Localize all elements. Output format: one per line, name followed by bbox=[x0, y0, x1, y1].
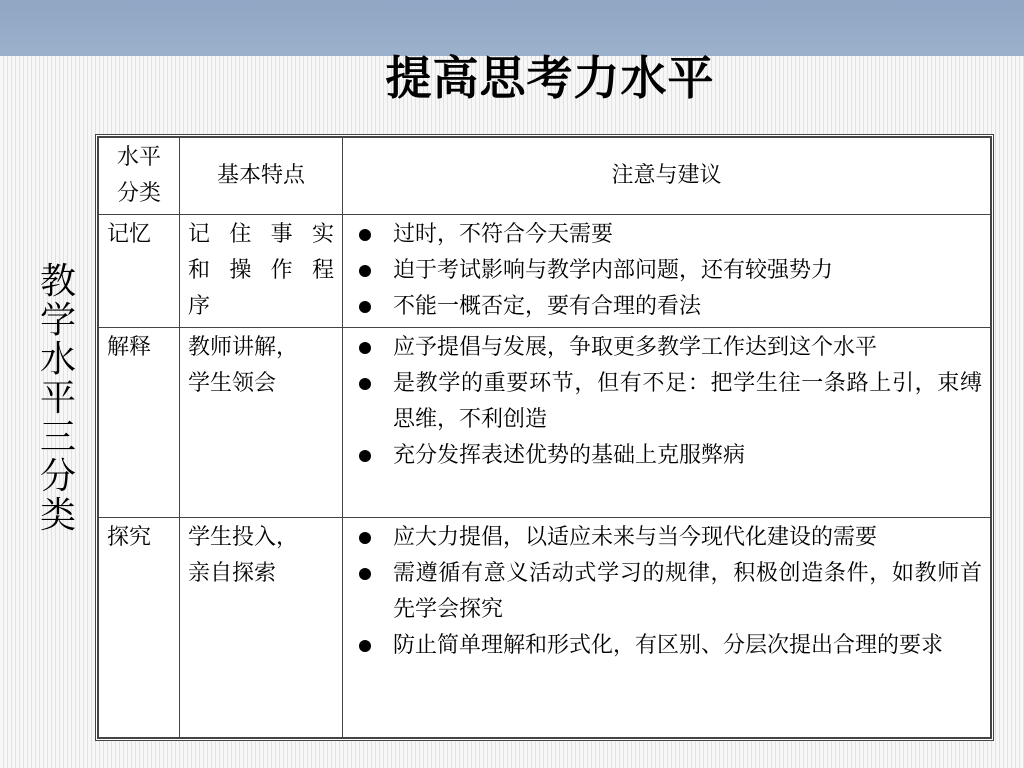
side-title-char: 分 bbox=[39, 456, 76, 497]
feature-line: 学生投入， bbox=[188, 525, 299, 550]
feature-line: 序 bbox=[188, 294, 211, 319]
advice-item: 充分发挥表述优势的基础上克服弊病 bbox=[351, 438, 982, 474]
header-feature: 基本特点 bbox=[180, 138, 343, 215]
table-row-memory bbox=[99, 215, 991, 328]
header-level-line2: 分类 bbox=[116, 181, 161, 206]
advice-item: 需遵循有意义活动式学习的规律，积极创造条件，如教师首先学会探究 bbox=[351, 556, 982, 628]
feature-line: 记 住 事 实 bbox=[188, 222, 334, 247]
level-cell: 记忆 bbox=[99, 215, 180, 328]
side-title-char: 平 bbox=[39, 378, 76, 419]
advice-cell bbox=[343, 215, 991, 328]
level-cell: 解释 bbox=[99, 328, 180, 518]
advice-list bbox=[351, 520, 982, 664]
feature-cell bbox=[180, 328, 343, 518]
feature-cell bbox=[180, 518, 343, 738]
header-level bbox=[99, 138, 180, 215]
advice-item: 是教学的重要环节，但有不足：把学生往一条路上引，束缚思维，不利创造 bbox=[351, 366, 982, 438]
classification-table bbox=[95, 134, 994, 741]
side-title bbox=[36, 262, 80, 535]
table-row-explain bbox=[99, 328, 991, 518]
header-level-line1: 水平 bbox=[116, 145, 161, 170]
advice-cell bbox=[343, 328, 991, 518]
feature-cell bbox=[180, 215, 343, 328]
side-title-char: 教 bbox=[39, 261, 76, 302]
advice-list bbox=[351, 217, 982, 325]
header-advice: 注意与建议 bbox=[343, 138, 991, 215]
advice-item: 不能一概否定，要有合理的看法 bbox=[351, 289, 982, 325]
advice-list bbox=[351, 330, 982, 474]
page-title: 提高思考力水平 bbox=[385, 51, 715, 105]
advice-cell bbox=[343, 518, 991, 738]
advice-item: 迫于考试影响与教学内部问题，还有较强势力 bbox=[351, 253, 982, 289]
side-title-char: 学 bbox=[39, 300, 76, 341]
advice-item: 应大力提倡，以适应未来与当今现代化建设的需要 bbox=[351, 520, 982, 556]
advice-item: 过时，不符合今天需要 bbox=[351, 217, 982, 253]
feature-line: 亲自探索 bbox=[188, 561, 277, 586]
side-title-char: 类 bbox=[39, 495, 76, 536]
advice-item: 防止简单理解和形式化，有区别、分层次提出合理的要求 bbox=[351, 628, 982, 664]
level-cell: 探究 bbox=[99, 518, 180, 738]
advice-item: 应予提倡与发展，争取更多教学工作达到这个水平 bbox=[351, 330, 982, 366]
table-header-row bbox=[99, 138, 991, 215]
side-title-char: 水 bbox=[39, 339, 76, 380]
side-title-char: 三 bbox=[39, 417, 76, 458]
feature-line: 和 操 作 程 bbox=[188, 258, 334, 283]
table-row-explore bbox=[99, 518, 991, 738]
feature-line: 学生领会 bbox=[188, 371, 277, 396]
feature-line: 教师讲解， bbox=[188, 335, 299, 360]
